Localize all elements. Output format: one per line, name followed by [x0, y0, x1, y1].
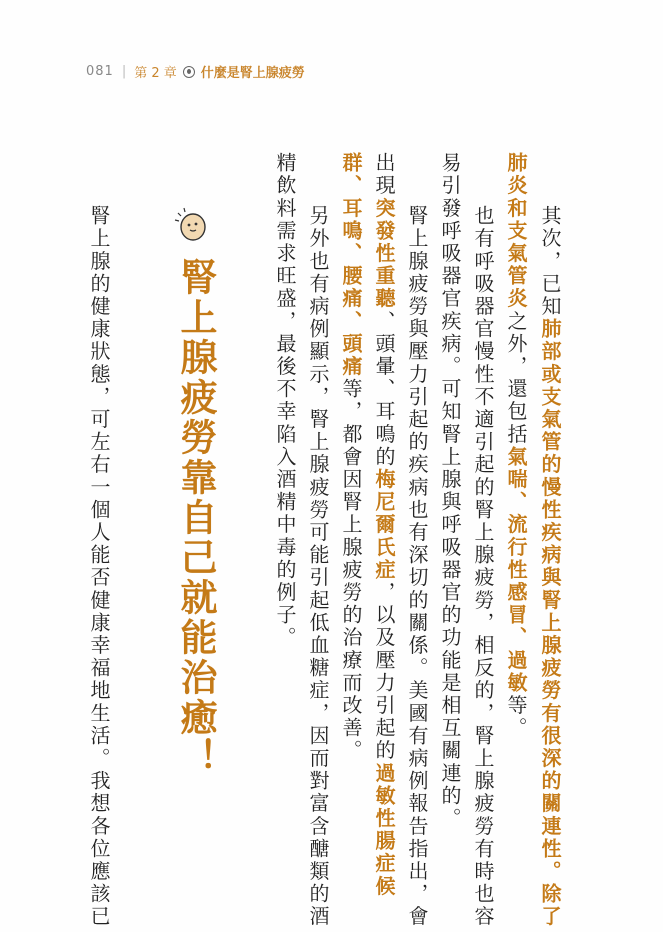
highlight-text: 氣喘、流行性感冒、過敏	[504, 445, 528, 695]
section-heading: 腎上腺疲勞靠自己就能治癒！	[174, 258, 217, 778]
text-column-1	[540, 205, 560, 928]
highlight-text: 過敏性腸症候	[372, 762, 396, 898]
text-column-9	[275, 152, 295, 649]
text-segment: 等。	[504, 694, 528, 740]
chapter-emblem-icon	[183, 66, 195, 78]
text-column-7	[341, 152, 361, 762]
text-column-2	[506, 152, 526, 740]
text-segment: 出現	[372, 152, 396, 198]
text-segment: 腎上腺疲勞與壓力引起的疾病也有深切的關係。美國有病例報告指出，會	[405, 205, 429, 929]
chapter-title: 什麼是腎上腺疲勞	[200, 66, 305, 81]
chapter-label: 第 2 章	[134, 66, 177, 81]
text-column-6	[374, 152, 394, 898]
text-segment: 也有呼吸器官慢性不適引起的腎上腺疲勞，相反的，腎上腺疲勞有時也容	[471, 205, 495, 929]
text-column-10	[89, 205, 109, 928]
text-column-3	[473, 205, 493, 928]
text-column-5	[407, 205, 427, 928]
text-column-4	[440, 152, 460, 830]
text-segment: 腎上腺的健康狀態，可左右一個人能否健康幸福地生活。我想各位應該已	[87, 205, 111, 929]
highlight-text: 群、耳鳴、腰痛、頭痛	[339, 152, 363, 378]
text-segment: 另外也有病例顯示，腎上腺疲勞可能引起低血糖症，因而對富含醣類的酒	[306, 205, 330, 929]
text-segment: ，以及壓力引起的	[372, 581, 396, 763]
text-segment: 易引發呼吸器官疾病。可知腎上腺與呼吸器官的功能是相互關連的。	[438, 152, 462, 830]
text-segment: 、頭暈、耳鳴的	[372, 310, 396, 469]
header-divider: |	[121, 64, 127, 79]
text-segment: 之外，還包括	[504, 310, 528, 446]
text-segment: 等，都會因腎上腺疲勞的治療而改善。	[339, 378, 363, 763]
highlight-text: 梅尼爾氏症	[372, 468, 396, 582]
highlight-text: 肺部或支氣管的慢性疾病與腎上腺疲勞有很深的關連性。除了	[538, 318, 562, 929]
text-segment: 其次，已知	[538, 205, 562, 318]
highlight-text: 肺炎和支氣管炎	[504, 152, 528, 311]
running-header	[86, 62, 305, 81]
text-segment: 精飲料需求旺盛，最後不幸陷入酒精中毒的例子。	[273, 152, 297, 650]
page-number: 081	[86, 64, 114, 79]
mascot-icon	[172, 203, 212, 243]
highlight-text: 突發性重聽	[372, 197, 396, 311]
text-column-8	[308, 205, 328, 928]
